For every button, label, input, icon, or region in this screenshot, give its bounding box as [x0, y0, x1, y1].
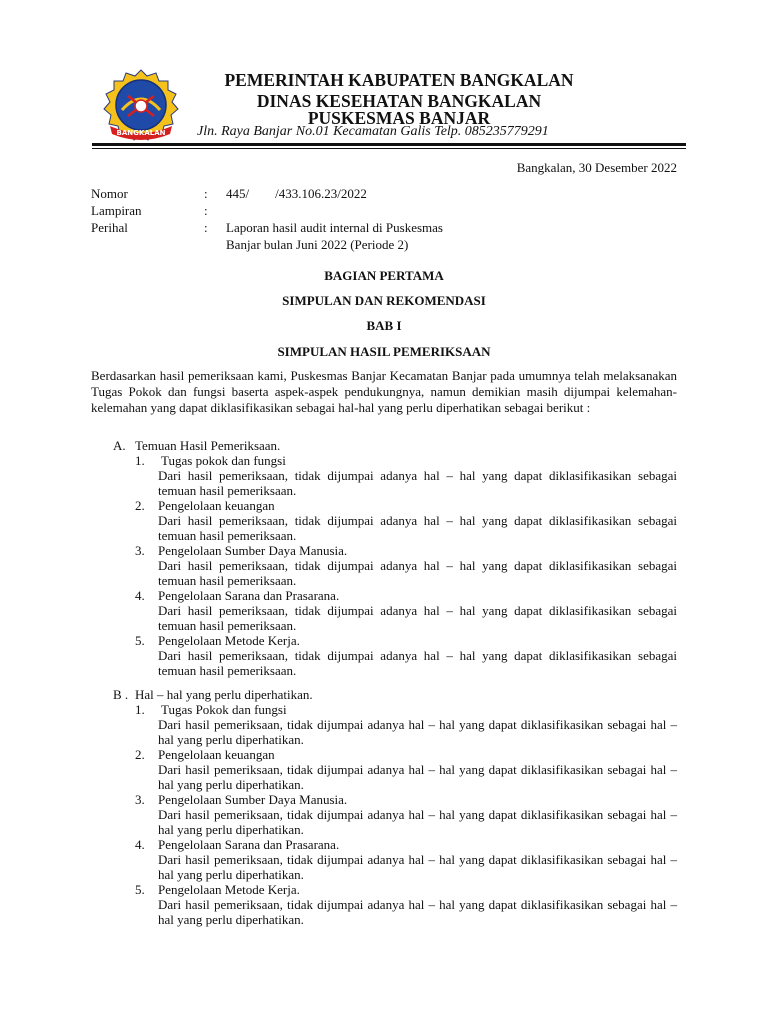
- heading-simpulan-hasil: SIMPULAN HASIL PEMERIKSAAN: [277, 344, 491, 359]
- meta-colon: :: [204, 203, 208, 218]
- list-item: [113, 498, 677, 543]
- item-number: 3.: [135, 792, 145, 807]
- item-description: Dari hasil pemeriksaan, tidak dijumpai adanya hal – hal yang dapat diklasifikasikan sebagai temuan hasil pemeriksaan.: [158, 468, 677, 498]
- header-puskesmas: PUSKESMAS BANJAR: [307, 108, 491, 128]
- list-item: [113, 792, 677, 837]
- list-item: [113, 633, 677, 678]
- letter-date: Bangkalan, 30 Desember 2022: [516, 160, 677, 175]
- section-title: [113, 438, 677, 453]
- list-item: [113, 747, 677, 792]
- meta-row-nomor: [91, 185, 486, 202]
- item-number: 4.: [135, 588, 145, 603]
- item-description: Dari hasil pemeriksaan, tidak dijumpai adanya hal – hal yang dapat diklasifikasikan sebagai temuan hasil pemeriksaan.: [158, 513, 677, 543]
- list-item: [113, 702, 677, 747]
- item-title: Pengelolaan keuangan: [158, 747, 275, 762]
- item-number: 5.: [135, 882, 145, 897]
- item-title: Pengelolaan Sumber Daya Manusia.: [158, 792, 348, 807]
- heading-bab: BAB I: [366, 318, 402, 333]
- item-description: Dari hasil pemeriksaan, tidak dijumpai adanya hal – hal yang dapat diklasifikasikan sebagai temuan hasil pemeriksaan.: [158, 558, 677, 588]
- header-department: DINAS KESEHATAN BANGKALAN: [256, 91, 542, 111]
- section-a: [113, 438, 677, 678]
- heading-simpulan-rekomendasi: SIMPULAN DAN REKOMENDASI: [282, 293, 486, 308]
- section-b: [113, 687, 677, 927]
- item-title: Pengelolaan Sarana dan Prasarana.: [158, 588, 340, 603]
- meta-value: Laporan hasil audit internal di Puskesmas Banjar bulan Juni 2022 (Periode 2): [226, 220, 443, 252]
- item-title: Pengelolaan Metode Kerja.: [158, 633, 300, 648]
- item-number: 4.: [135, 837, 145, 852]
- section-title-text: Temuan Hasil Pemeriksaan.: [135, 438, 281, 453]
- item-number: 5.: [135, 633, 145, 648]
- item-number: 1.: [135, 702, 145, 717]
- item-description: Dari hasil pemeriksaan, tidak dijumpai adanya hal – hal yang dapat diklasifikasikan sebagai hal – hal yang perlu diperhatikan.: [158, 717, 677, 747]
- list-item: [113, 837, 677, 882]
- item-number: 2.: [135, 747, 145, 762]
- header-address: Jln. Raya Banjar No.01 Kecamatan Galis Telp. 085235779291: [197, 124, 549, 139]
- meta-colon: :: [204, 220, 208, 235]
- meta-value: [226, 202, 486, 219]
- meta-key: Nomor: [91, 186, 128, 201]
- item-title: Tugas pokok dan fungsi: [158, 453, 286, 468]
- header-divider-thin: [92, 148, 686, 149]
- header-divider-thick: [92, 143, 686, 146]
- item-title: Pengelolaan Sarana dan Prasarana.: [158, 837, 340, 852]
- item-number: 3.: [135, 543, 145, 558]
- meta-key: Perihal: [91, 220, 128, 235]
- section-letter: B .: [113, 687, 129, 702]
- meta-key: Lampiran: [91, 203, 142, 218]
- item-title: Pengelolaan Metode Kerja.: [158, 882, 300, 897]
- meta-value: 445/ /433.106.23/2022: [226, 186, 367, 201]
- item-description: Dari hasil pemeriksaan, tidak dijumpai adanya hal – hal yang dapat diklasifikasikan sebagai hal – hal yang perlu diperhatikan.: [158, 897, 677, 927]
- meta-row-lampiran: [91, 202, 486, 219]
- header-government: PEMERINTAH KABUPATEN BANGKALAN: [224, 70, 574, 90]
- item-title: Tugas Pokok dan fungsi: [158, 702, 287, 717]
- meta-colon: :: [204, 186, 208, 201]
- item-description: Dari hasil pemeriksaan, tidak dijumpai adanya hal – hal yang dapat diklasifikasikan sebagai temuan hasil pemeriksaan.: [158, 648, 677, 678]
- item-number: 1.: [135, 453, 145, 468]
- heading-bagian: BAGIAN PERTAMA: [324, 268, 444, 283]
- list-item: [113, 453, 677, 498]
- item-description: Dari hasil pemeriksaan, tidak dijumpai adanya hal – hal yang dapat diklasifikasikan sebagai hal – hal yang perlu diperhatikan.: [158, 852, 677, 882]
- item-title: Pengelolaan Sumber Daya Manusia.: [158, 543, 348, 558]
- letter-meta: [91, 185, 486, 253]
- meta-row-perihal: [91, 219, 486, 253]
- item-title: Pengelolaan keuangan: [158, 498, 275, 513]
- list-item: [113, 543, 677, 588]
- item-description: Dari hasil pemeriksaan, tidak dijumpai adanya hal – hal yang dapat diklasifikasikan sebagai hal – hal yang perlu diperhatikan.: [158, 807, 677, 837]
- item-description: Dari hasil pemeriksaan, tidak dijumpai adanya hal – hal yang dapat diklasifikasikan sebagai hal – hal yang perlu diperhatikan.: [158, 762, 677, 792]
- section-title: [113, 687, 677, 702]
- section-letter: A.: [113, 438, 126, 453]
- item-number: 2.: [135, 498, 145, 513]
- logo-text: BANGKALAN: [116, 129, 166, 137]
- intro-paragraph: Berdasarkan hasil pemeriksaan kami, Puskesmas Banjar Kecamatan Banjar pada umumnya telah melaksanakan Tugas Pokok dan fungsi baserta aspek-aspek pendukungnya, namun demikian masih dijumpai kelemahan-kelemahan yang dapat diklasifikasikan sebagai hal-hal yang perlu diperhatikan sebagai berikut :: [91, 368, 677, 415]
- section-title-text: Hal – hal yang perlu diperhatikan.: [135, 687, 313, 702]
- item-description: Dari hasil pemeriksaan, tidak dijumpai adanya hal – hal yang dapat diklasifikasikan sebagai temuan hasil pemeriksaan.: [158, 603, 677, 633]
- list-item: [113, 882, 677, 927]
- list-item: [113, 588, 677, 633]
